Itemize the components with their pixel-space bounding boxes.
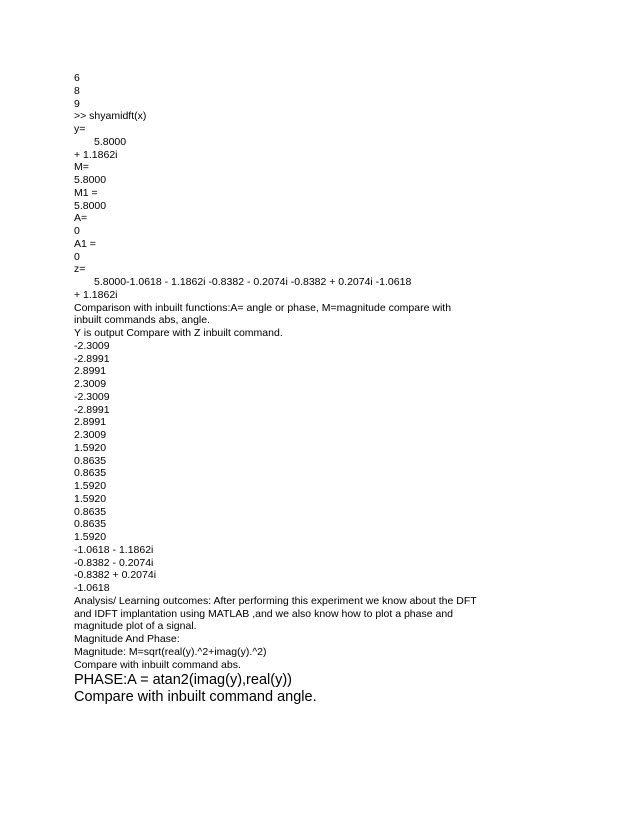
output-line: 8 — [74, 84, 80, 97]
value-line: 1.5920 — [74, 480, 107, 492]
value-line: 1.5920 — [74, 492, 107, 505]
output-line: y= — [74, 123, 86, 135]
output-line: 6 — [74, 72, 80, 84]
output-line: 5.8000-1.0618 - 1.1862i -0.8382 - 0.2074i -0.8382 + 0.2074i -1.0618 — [94, 276, 412, 288]
value-line: -1.0618 - 1.1862i — [74, 543, 154, 556]
comparison-text: inbuilt commands abs, angle. — [74, 314, 210, 327]
value-line: -0.8382 - 0.2074i — [74, 556, 154, 569]
magnitude-formula: Magnitude: M=sqrt(real(y).^2+imag(y).^2) — [74, 645, 267, 658]
analysis-text: Analysis/ Learning outcomes: After performing this experiment we know about the DFT — [74, 594, 477, 607]
value-line: 2.8991 — [74, 365, 107, 378]
y-output-note: Y is output Compare with Z inbuilt command. — [74, 327, 283, 339]
value-line: 0.8635 — [74, 518, 107, 531]
value-line: 0.8635 — [74, 505, 107, 518]
value-line: 2.3009 — [74, 378, 107, 390]
output-line: 0 — [74, 250, 80, 263]
value-line: -1.0618 — [74, 582, 110, 594]
output-line: + 1.1862i — [74, 148, 118, 161]
value-line: -2.8991 — [74, 403, 110, 416]
value-line: 1.5920 — [74, 441, 107, 454]
comparison-text: Comparison with inbuilt functions:A= angle or phase, M=magnitude compare with — [74, 301, 452, 314]
analysis-text: magnitude plot of a signal. — [74, 620, 197, 633]
output-line: A1 = — [74, 237, 96, 250]
value-line: 2.3009 — [74, 429, 107, 441]
value-line: -2.3009 — [74, 339, 110, 352]
output-line: + 1.1862i — [74, 288, 118, 301]
output-line: 0 — [74, 225, 80, 237]
value-line: 0.8635 — [74, 454, 107, 467]
value-line: 2.8991 — [74, 416, 107, 429]
value-line: -2.8991 — [74, 352, 110, 365]
output-line: z= — [74, 263, 86, 276]
value-line: -2.3009 — [74, 390, 110, 403]
document-page — [74, 72, 574, 705]
phase-compare: Compare with inbuilt command angle. — [74, 688, 317, 705]
section-heading: Magnitude And Phase: — [74, 633, 180, 645]
output-line: 5.8000 — [94, 135, 127, 148]
analysis-text: and IDFT implantation using MATLAB ,and we also know how to plot a phase and — [74, 607, 453, 620]
command-line: >> shyamidft(x) — [74, 110, 147, 123]
output-line: 9 — [74, 97, 80, 110]
output-line: M1 = — [74, 186, 98, 199]
output-line: 5.8000 — [74, 199, 107, 212]
value-line: 1.5920 — [74, 531, 107, 543]
value-line: -0.8382 + 0.2074i — [74, 569, 157, 582]
phase-formula: PHASE:A = atan2(imag(y),real(y)) — [74, 672, 292, 689]
magnitude-compare: Compare with inbuilt command abs. — [74, 658, 241, 671]
output-line: M= — [74, 161, 89, 174]
output-line: 5.8000 — [74, 174, 107, 186]
value-line: 0.8635 — [74, 467, 107, 480]
output-line: A= — [74, 212, 88, 225]
